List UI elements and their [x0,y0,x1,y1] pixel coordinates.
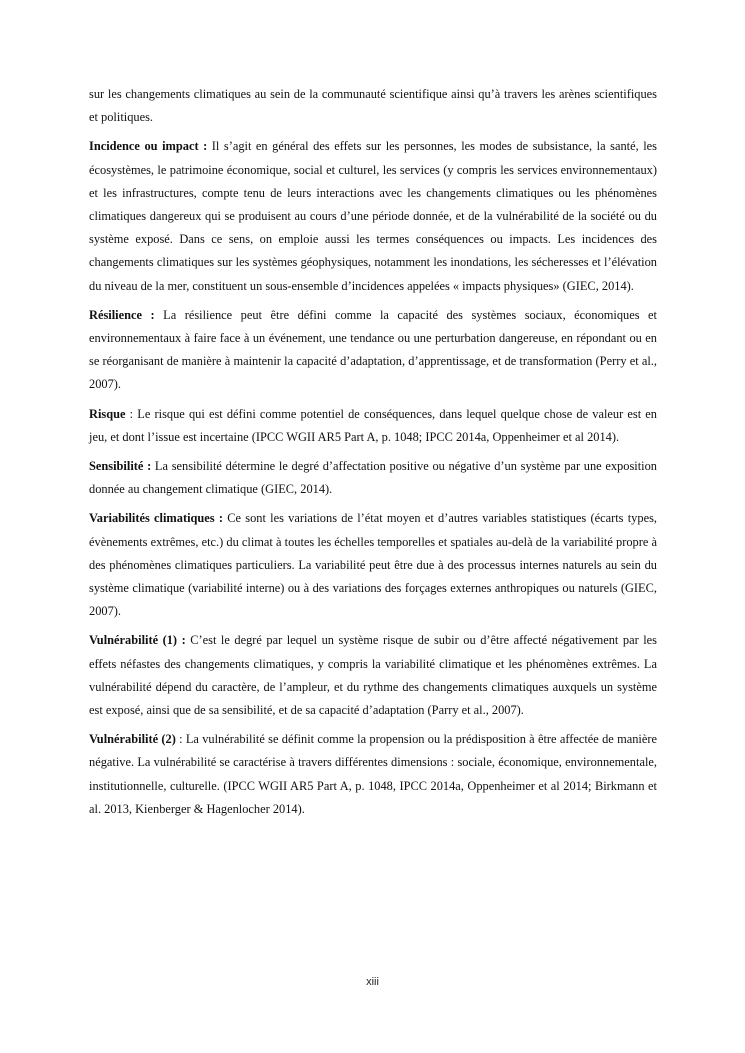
term-vulnerabilite-2: Vulnérabilité (2) [89,732,176,747]
definition-vulnerabilite-1 [89,629,657,722]
definition-sensibilite [89,455,657,501]
definition-resilience [89,304,657,397]
intro-paragraph: sur les changements climatiques au sein de la communauté scientifique ainsi qu’à travers les arènes scientifiques et politiques. [89,87,657,125]
term-risque: Risque [89,406,126,421]
page-body [89,83,657,827]
term-incidence: Incidence ou impact : [89,139,208,154]
definition-vulnerabilite-2 [89,728,657,821]
definition-incidence-text: Il s’agit en général des effets sur les personnes, les modes de subsistance, la santé, les écosystèmes, le patrimoine économique, social et culturel, les services (y compris les services environnementaux) et les infrastructures, compte tenu de leurs interactions avec les changements climatiques ou les phénomènes climatiques dangereux qui se produisent au cours d’une période donnée, et de la vulnérabilité de la société ou du système exposé. Dans ce sens, on emploie aussi les termes conséquences ou impacts. Les incidences des changements climatiques sur les systèmes géophysiques, notamment les inondations, les sécheresses et l’élévation du niveau de la mer, constituent un sous-ensemble d’incidences appelées « impacts physiques» (GIEC, 2014). [89,139,658,293]
term-vulnerabilite-1: Vulnérabilité (1) : [89,633,186,648]
definition-vulnerabilite-2-text: : La vulnérabilité se définit comme la propension ou la prédisposition à être affectée de manière négative. La vulnérabilité se caractérise à travers différentes dimensions : sociale, économique, environnementale, institutionnelle, culturelle. (IPCC WGII AR5 Part A, p. 1048, IPCC 2014a, Oppenheimer et al 2014; Birkmann et al. 2013, Kienberger & Hagenlocher 2014). [89,732,657,816]
definition-variabilites [89,507,657,623]
definition-incidence [89,135,657,297]
definition-risque [89,403,657,449]
page-number: xiii [366,976,379,988]
term-resilience: Résilience : [89,307,155,322]
term-sensibilite: Sensibilité : [89,459,152,474]
definition-risque-text: : Le risque qui est défini comme potentiel de conséquences, dans lequel quelque chose de valeur est en jeu, et dont l’issue est incertaine (IPCC WGII AR5 Part A, p. 1048; IPCC 2014a, Oppenheimer et al 2014). [89,406,657,444]
term-variabilites: Variabilités climatiques : [89,511,223,526]
definition-variabilites-text: Ce sont les variations de l’état moyen et d’autres variables statistiques (écarts types, évènements extrêmes, etc.) du climat à toutes les échelles temporelles et spatiales au-delà de la variabilité propre à des phénomènes climatiques particuliers. La variabilité peut être due à des processus internes naturels au sein du système climatique (variabilité interne) ou à des variations des forçages externes anthropiques ou naturels (GIEC, 2007). [89,511,657,619]
definition-vulnerabilite-1-text: C’est le degré par lequel un système risque de subir ou d’être affecté négativement par les effets néfastes des changements climatiques, y compris la variabilité climatique et les phénomènes extrêmes. La vulnérabilité dépend du caractère, de l’ampleur, et du rythme des changements climatiques auxquels un système est exposé, ainsi que de sa sensibilité, et de sa capacité d’adaptation (Parry et al., 2007). [89,633,657,718]
definition-sensibilite-text: La sensibilité détermine le degré d’affectation positive ou négative d’un système par une exposition donnée au changement climatique (GIEC, 2014). [89,459,657,497]
definition-resilience-text: La résilience peut être défini comme la capacité des systèmes sociaux, économiques et environnementaux à faire face à un événement, une tendance ou une perturbation dangereuse, en répondant ou en se réorganisant de manière à maintenir la capacité d’adaptation, d’apprentissage, et de transformation (Perry et al., 2007). [89,307,658,392]
